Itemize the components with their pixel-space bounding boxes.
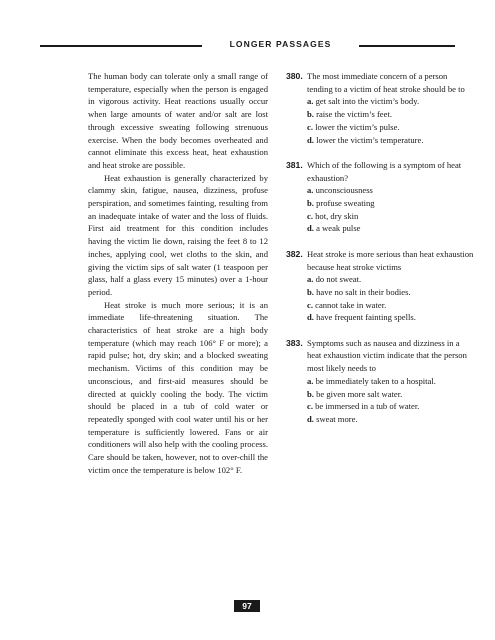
header-rule-right: [359, 45, 455, 47]
question-stem: Symptoms such as nausea and dizziness in a heat exhaustion victim indicate that the person most likely needs to: [307, 337, 467, 374]
option-text: do not sweat.: [315, 274, 362, 285]
answer-option-c[interactable]: [307, 400, 474, 413]
question-stem: Which of the following is a symptom of heat exhaustion?: [307, 159, 462, 183]
option-text: be given more salt water.: [316, 388, 403, 399]
question-381: [286, 159, 474, 235]
option-text: lower the victim’s temperature.: [316, 134, 424, 145]
option-letter: a.: [307, 185, 314, 196]
answer-option-a[interactable]: [307, 273, 474, 286]
option-text: hot, dry skin: [315, 210, 359, 221]
answer-option-a[interactable]: [307, 184, 474, 197]
question-list: [286, 70, 474, 438]
option-text: lower the victim’s pulse.: [315, 121, 400, 132]
option-text: raise the victim’s feet.: [316, 109, 392, 120]
option-letter: a.: [307, 96, 314, 107]
option-letter: a.: [307, 375, 314, 386]
passage-paragraph: Heat stroke is much more serious; it is an immediate life-threatening situation. The characteristics of heat stroke are a high body temperature (which may reach 106° F or more); a rapid pulse; hot, dry skin; and a blocked sweating mechanism. Victims of this condition may be unconscious, and first-aid measures should be directed at quickly cooling the body. The victim should be placed in a tub of cold water or repeatedly sponged with cool water until his or her temperature is sufficiently lowered. Fans or air conditioners will also help with the cooling process. Care should be taken, however, not to over-chill the victim once the temperature is below 102° F.: [88, 299, 268, 475]
answer-option-b[interactable]: [307, 286, 474, 299]
option-text: get salt into the victim’s body.: [315, 96, 420, 107]
option-letter: c.: [307, 299, 313, 310]
passage-paragraph: The human body can tolerate only a small range of temperature, especially when the person is engaged in vigorous activity. Heat reactions usually occur when large amounts of water and/or salt are lost through excessive sweating following strenuous exercise. When the body becomes overheated and cannot eliminate this excess heat, heat exhaustion and heat stroke are possible.: [88, 71, 268, 170]
option-letter: d.: [307, 223, 314, 234]
option-letter: c.: [307, 121, 313, 132]
answer-option-d[interactable]: [307, 222, 474, 235]
question-stem: Heat stroke is more serious than heat exhaustion because heat stroke victims: [307, 248, 474, 272]
option-letter: d.: [307, 413, 314, 424]
question-380: [286, 70, 474, 146]
answer-option-d[interactable]: [307, 311, 474, 324]
answer-option-d[interactable]: [307, 134, 474, 147]
option-text: profuse sweating: [316, 198, 375, 209]
option-letter: b.: [307, 109, 314, 120]
question-number: 382.: [286, 248, 303, 259]
header-rule-left: [40, 45, 202, 47]
option-text: be immersed in a tub of water.: [315, 401, 420, 412]
option-letter: c.: [307, 401, 313, 412]
option-text: have frequent fainting spells.: [316, 312, 416, 323]
question-number: 383.: [286, 337, 303, 348]
answer-option-d[interactable]: [307, 413, 474, 426]
answer-option-a[interactable]: [307, 375, 474, 388]
option-letter: b.: [307, 286, 314, 297]
section-title: LONGER PASSAGES: [229, 39, 332, 49]
option-text: a weak pulse: [316, 223, 361, 234]
option-text: have no salt in their bodies.: [316, 286, 411, 297]
option-text: cannot take in water.: [315, 299, 387, 310]
running-header: [40, 40, 455, 52]
option-letter: c.: [307, 210, 313, 221]
page-number: 97: [234, 600, 260, 612]
answer-option-c[interactable]: [307, 210, 474, 223]
answer-option-b[interactable]: [307, 108, 474, 121]
question-stem: The most immediate concern of a person tending to a victim of heat stroke should be to: [307, 71, 465, 94]
option-letter: b.: [307, 388, 314, 399]
question-number: 380.: [286, 71, 303, 81]
option-letter: b.: [307, 198, 314, 209]
answer-option-c[interactable]: [307, 299, 474, 312]
question-383: [286, 337, 474, 426]
option-text: be immediately taken to a hospital.: [315, 375, 436, 386]
answer-option-b[interactable]: [307, 197, 474, 210]
question-number: 381.: [286, 159, 303, 170]
option-letter: a.: [307, 274, 314, 285]
answer-option-b[interactable]: [307, 388, 474, 401]
option-letter: d.: [307, 134, 314, 145]
option-text: sweat more.: [316, 413, 358, 424]
question-382: [286, 248, 474, 324]
option-text: unconsciousness: [315, 185, 373, 196]
option-letter: d.: [307, 312, 314, 323]
answer-option-a[interactable]: [307, 95, 474, 108]
answer-option-c[interactable]: [307, 121, 474, 134]
reading-passage: [88, 70, 268, 477]
passage-paragraph: Heat exhaustion is generally characterized by clammy skin, fatigue, nausea, dizziness, profuse perspiration, and sometimes fainting, resulting from an inadequate intake of water and the loss of fluids. First aid treatment for this condition includes having the victim lie down, raising the feet 8 to 12 inches, applying cool, wet cloths to the skin, and giving the victim sips of salt water (1 teaspoon per glass, half a glass every 15 minutes) over a 1-hour period.: [88, 172, 268, 297]
